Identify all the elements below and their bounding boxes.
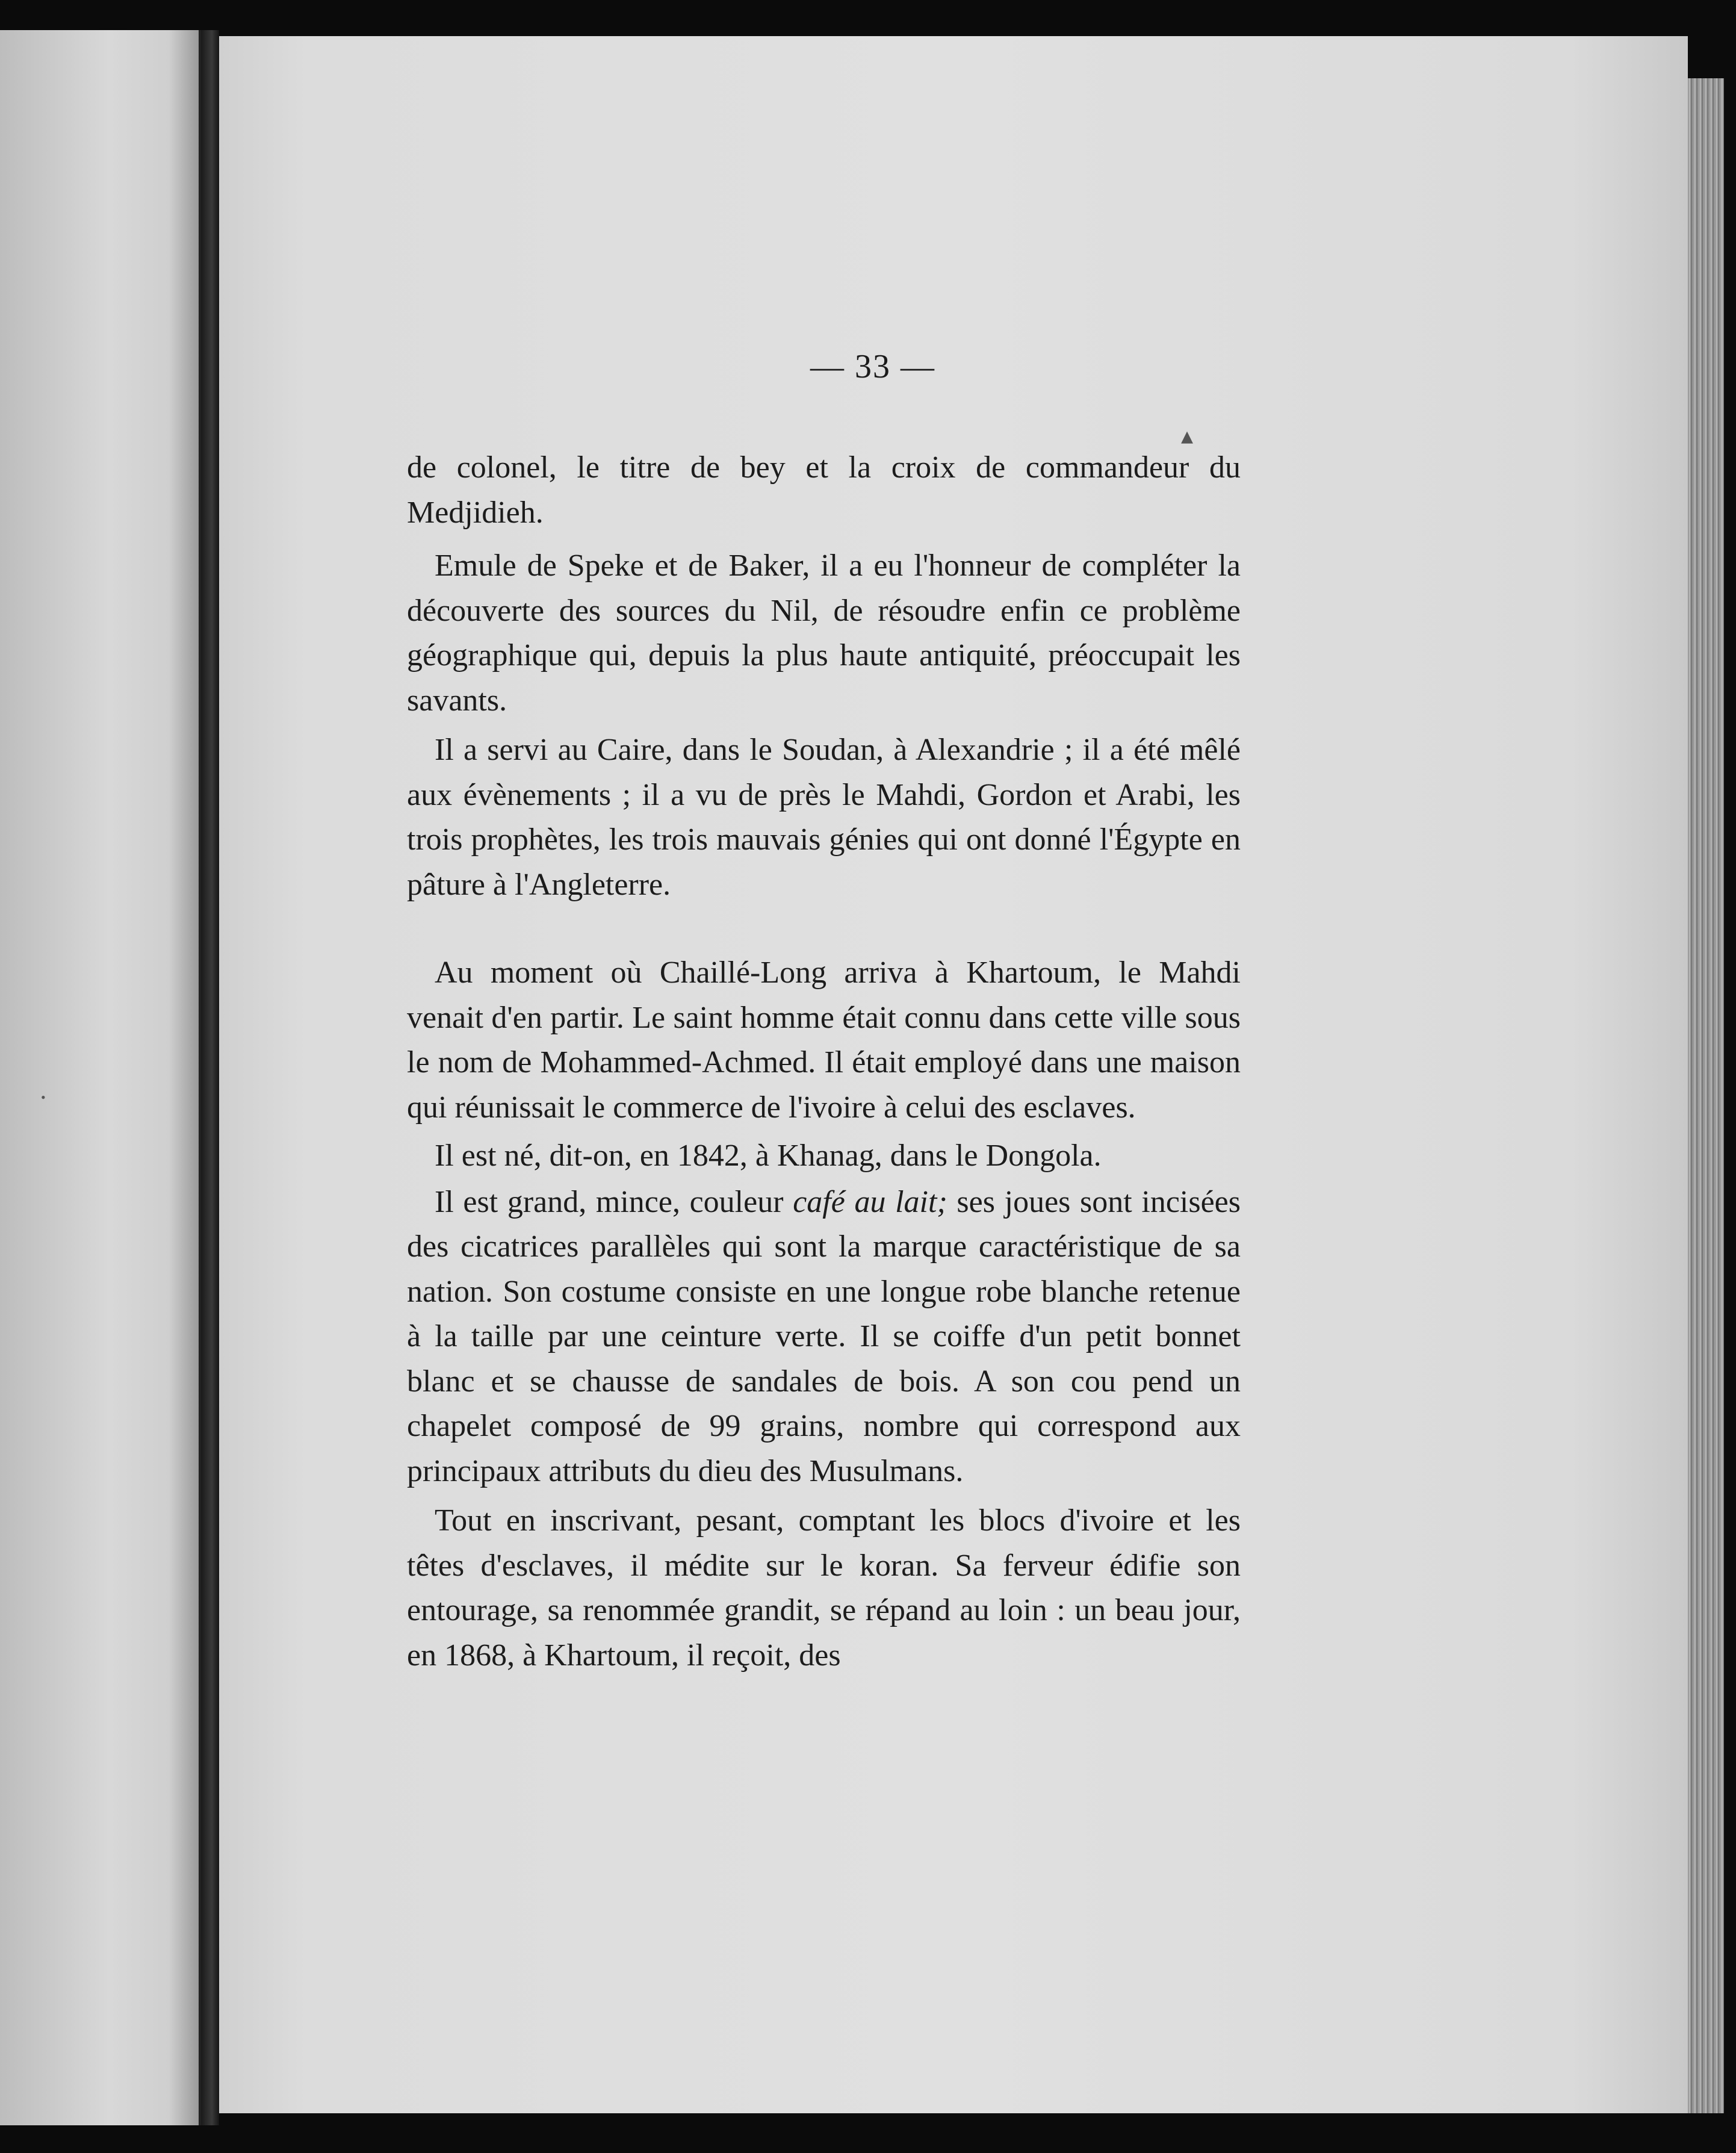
left-facing-page-edge <box>0 30 201 2125</box>
paragraph-6-italic: café au lait; <box>793 1184 947 1219</box>
paragraph-6 <box>407 1180 1241 1494</box>
body-text <box>407 446 1241 1678</box>
paragraph-5: Il est né, dit-on, en 1842, à Khanag, dans le Dongola. <box>435 1139 1102 1173</box>
paragraph-4: Au moment où Chaillé-Long arriva à Khartoum, le Mahdi venait d'en partir. Le saint homme était connu dans cette ville sous le nom de Mohammed-Achmed. Il était employé dans une maison qui réunissait le commerce de l'ivoire à celui des esclaves. <box>407 955 1241 1125</box>
scan-speck: • <box>41 1090 46 1105</box>
paragraph-6-text-b: ses joues sont incisées des cicatrices parallèles qui sont la marque caractéristique de sa nation. Son costume consiste en une longue robe blanche retenue à la taille par une ceinture verte. Il se coiffe d'un petit bonnet blanc et se chausse de sandales de bois. A son cou pend un chapelet composé de 99 grains, nombre qui correspond aux principaux attributs du dieu des Musulmans. <box>407 1184 1241 1488</box>
paragraph-3: Il a servi au Caire, dans le Soudan, à Alexandrie ; il a été mêlé aux évènements ; il a vu de près le Mahdi, Gordon et Arabi, les trois prophètes, les trois mauvais génies qui ont donné l'Égypte en pâture à l'Angleterre. <box>407 733 1241 902</box>
paragraph-2: Emule de Speke et de Baker, il a eu l'honneur de compléter la découverte des sources du Nil, de résoudre enfin ce problème géographique qui, depuis la plus haute antiquité, préoccupait les savants. <box>407 548 1241 718</box>
page-number: — 33 — <box>810 348 935 385</box>
scan-speck: ▴ <box>1181 422 1194 449</box>
stacked-page-edges <box>1688 78 1724 2113</box>
paragraph-6-text-a: Il est grand, mince, couleur <box>435 1184 793 1219</box>
book-gutter <box>201 30 219 2125</box>
paragraph-1: de colonel, le titre de bey et la croix de commandeur du Medjidieh. <box>407 450 1241 530</box>
paragraph-7: Tout en inscrivant, pesant, comptant les blocs d'ivoire et les têtes d'esclaves, il médite sur le koran. Sa ferveur édifie son entourage, sa renommée grandit, se répand au loin : un beau jour, en 1868, à Khartoum, il reçoit, des <box>407 1503 1241 1673</box>
